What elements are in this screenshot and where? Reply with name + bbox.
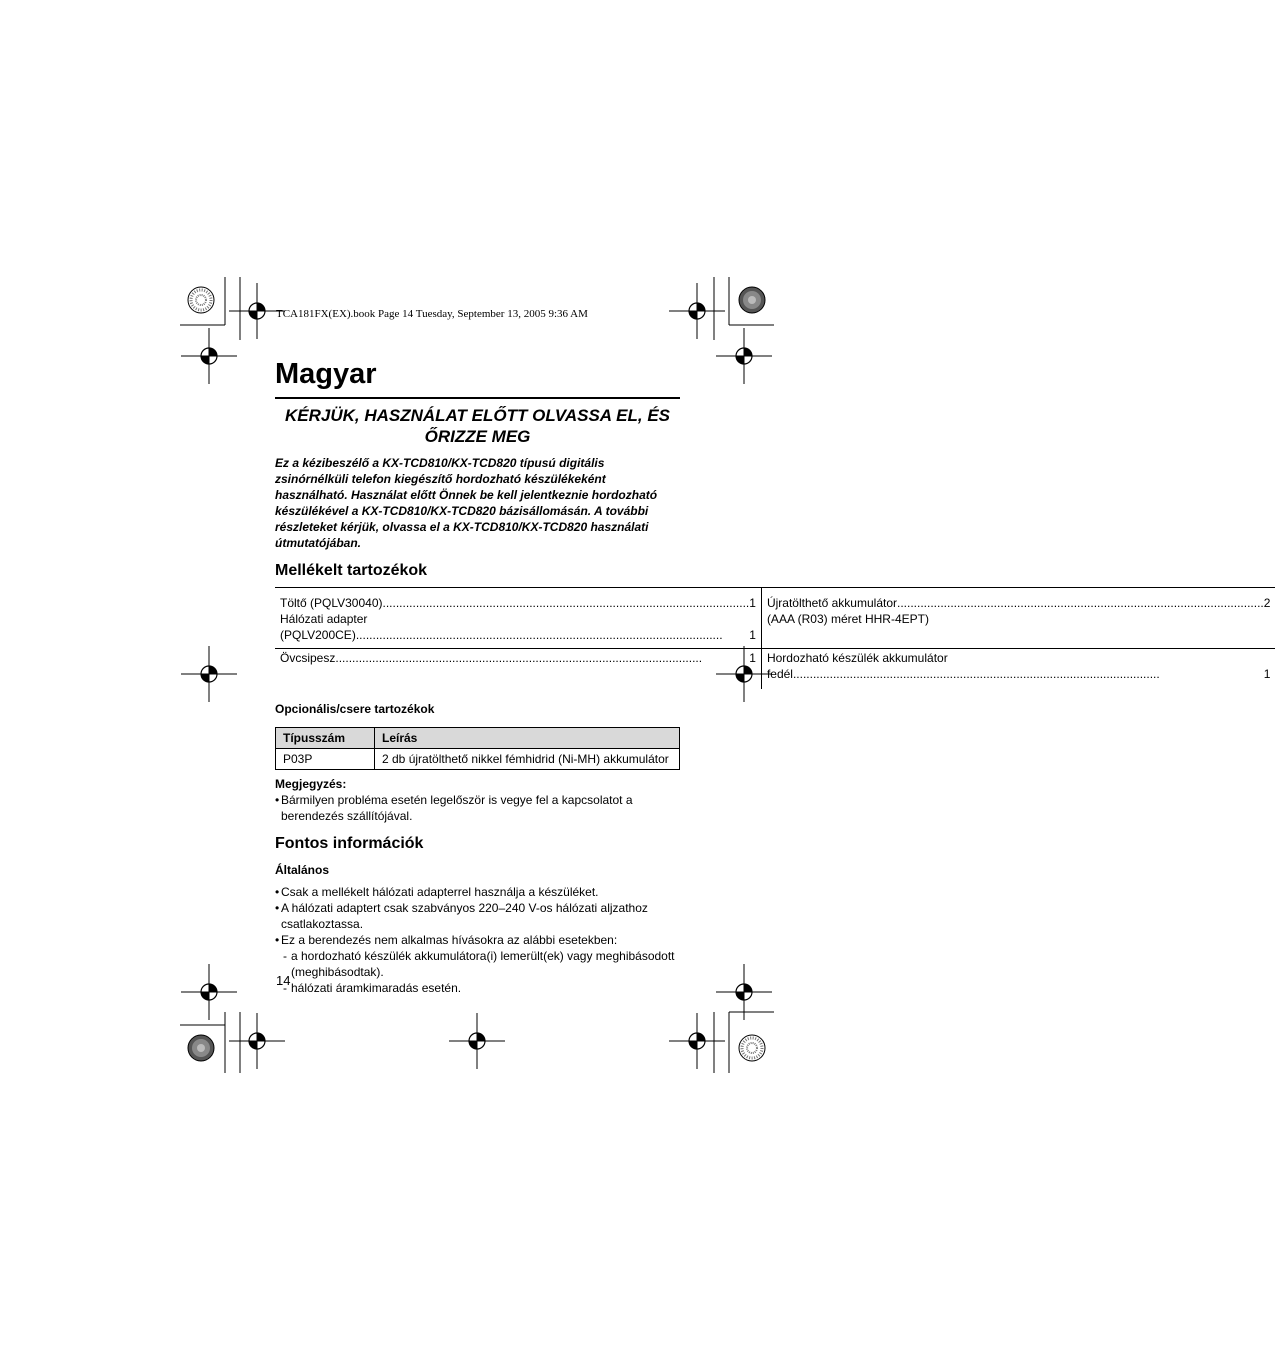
table-row [276,749,680,770]
cell-model: P03P [276,749,375,770]
accessory-cover-label: Hordozható készülék akkumulátor [766,651,948,665]
list-item: - hálózati áramkimaradás esetén. [275,980,680,996]
optional-accessories-heading: Opcionális/csere tartozékok [275,702,435,716]
registration-mark-icon [449,1013,505,1069]
list-item: • Csak a mellékelt hálózati adapterrel használja a készüléket. [275,884,680,900]
accessories-table [275,587,1275,689]
color-target-icon [739,1035,765,1061]
accessory-cell [761,649,1275,690]
general-heading: Általános [275,863,330,877]
intro-paragraph: Ez a kézibeszélő a KX-TCD810/KX-TCD820 típusú digitális zsinórnélküli telefon kiegészítő hordozható készülékeként használható. Használat előtt Önnek be kell jelentkeznie hordozható készülékével a KX-TCD810/KX-TCD820 bázisállomásán. A további részleteket kérjük, olvassa el a KX-TCD810/KX-TCD820 használati útmutatójában. [275,456,658,550]
color-target-icon [739,287,765,313]
accessory-cover: fedél ..... 1 [767,666,1271,682]
general-sublist [275,948,680,996]
registration-mark-icon [181,328,237,384]
registration-mark-icon [181,646,237,702]
print-file-info: TCA181FX(EX).book Page 14 Tuesday, September 13, 2005 9:36 AM [276,308,588,320]
list-item: • Ez a berendezés nem alkalmas hívásokra az alábbi esetekben: [275,932,680,948]
accessories-heading: Mellékelt tartozékok [275,562,428,579]
accessory-belt-clip: Övcsipesz ..... 1 [280,650,756,666]
list-item: - a hordozható készülék akkumulátora(i) lemerült(ek) vagy meghibásodott (meghibásodtak). [275,948,680,980]
list-item: • A hálózati adaptert csak szabványos 220–240 V-os hálózati aljzathoz csatlakoztassa. [275,900,680,932]
accessory-charger: Töltő (PQLV30040) ..... 1 [280,595,756,611]
page-number: 14 [276,973,291,988]
column-header-model: Típusszám [276,728,375,749]
page-content [275,356,1271,996]
cell-description: 2 db újratölthető nikkel fémhidrid (Ni-MH) akkumulátor [375,749,680,770]
registration-mark-icon [181,964,237,1020]
registration-mark-icon [669,1013,725,1069]
page-title: Magyar [275,356,680,399]
table-header-row [276,728,680,749]
accessory-cell [275,588,761,649]
registration-mark-icon [669,283,725,339]
list-item: • Bármilyen probléma esetén legelőször is vegye fel a kapcsolatot a berendezés szállítójával. [275,792,680,824]
color-target-icon [188,287,214,313]
accessory-battery-type: (AAA (R03) méret HHR-4EPT) [766,612,929,626]
note-list [275,792,680,824]
accessory-adapter-label: Hálózati adapter [280,612,368,626]
accessory-cell [761,588,1275,649]
optional-accessories-table [275,727,680,770]
accessory-battery: Újratölthető akkumulátor ..... 2 [767,595,1271,611]
important-info-heading: Fontos információk [275,835,424,852]
accessory-adapter: (PQLV200CE) ..... 1 [280,627,756,643]
accessory-cell [275,649,761,690]
registration-mark-icon [229,1013,285,1069]
color-target-icon [188,1035,214,1061]
read-before-use-heading: KÉRJÜK, HASZNÁLAT ELŐTT OLVASSA EL, ÉS ŐRIZZE MEG [284,406,671,446]
column-header-description: Leírás [375,728,680,749]
note-heading: Megjegyzés: [275,777,347,791]
registration-mark-icon [716,328,772,384]
general-list [275,884,680,948]
